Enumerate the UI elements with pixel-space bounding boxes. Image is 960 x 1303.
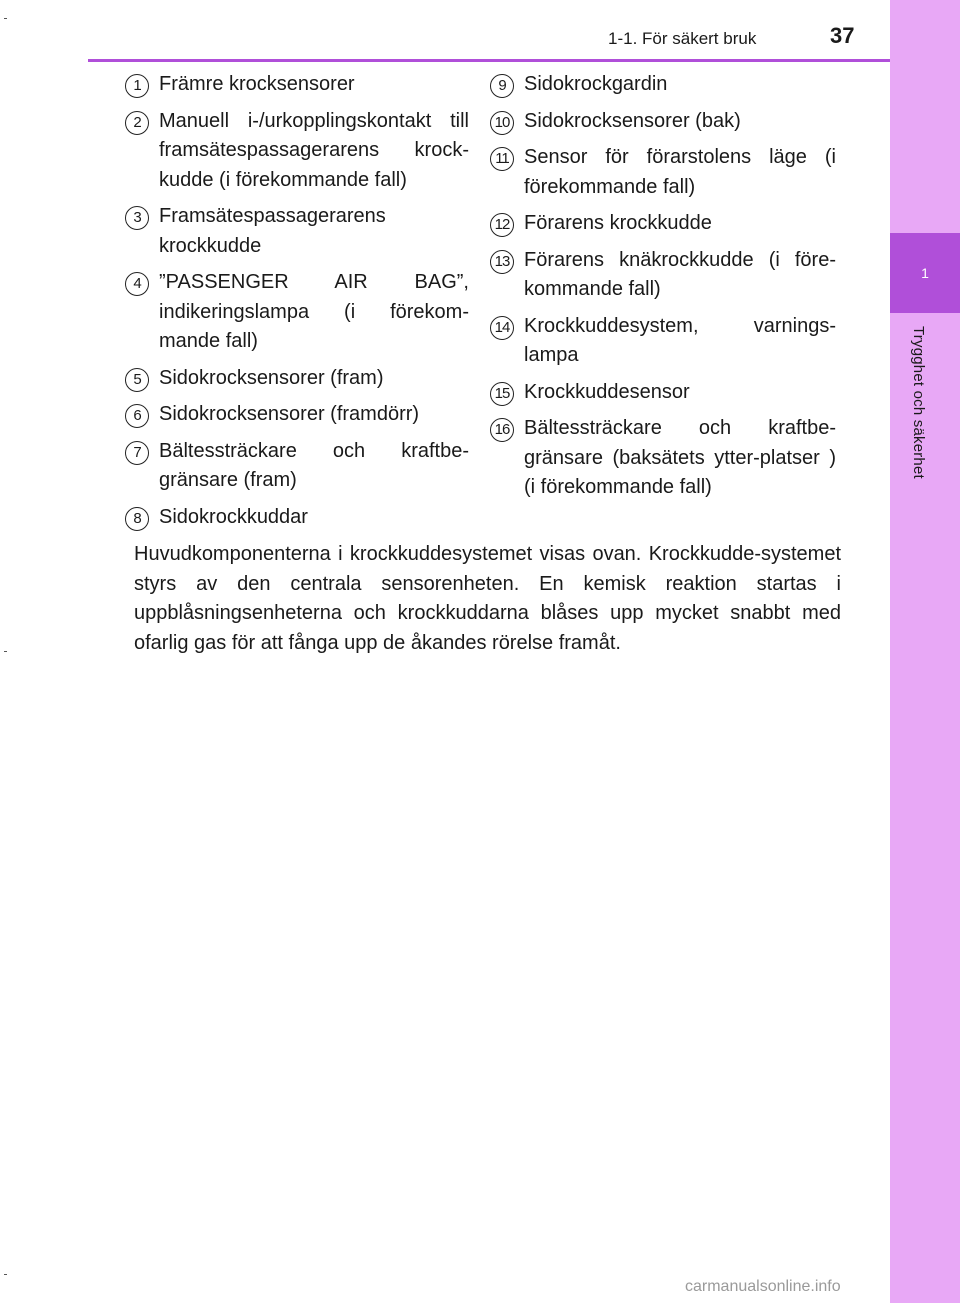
callout-number: 3: [125, 206, 149, 230]
legend-text: Bältessträckare och kraftbe-gränsare (fram): [159, 439, 469, 491]
chapter-sidebar: [890, 0, 960, 1303]
crop-mark: [4, 651, 7, 652]
legend-left-column: [125, 70, 469, 539]
callout-number: 11: [490, 147, 514, 171]
legend-text: Sensor för förarstolens läge (i förekommande fall): [524, 146, 836, 198]
callout-number: 2: [125, 111, 149, 135]
callout-number: 16: [490, 418, 514, 442]
legend-text: Bältessträckare och kraftbe-gränsare (baksätets ytter-platser ) (i förekommande fall): [524, 417, 836, 498]
legend-item: [125, 503, 469, 533]
legend-text: Sidokrockkuddar: [159, 505, 308, 528]
legend-text: ”PASSENGER AIR BAG”, indikeringslampa (i förekom-mande fall): [159, 271, 469, 352]
legend-text: Sidokrocksensorer (fram): [159, 366, 384, 389]
chapter-title: Trygghet och säkerhet: [910, 326, 927, 479]
crop-mark: [4, 1274, 7, 1275]
legend-text: Förarens krockkudde: [524, 212, 712, 234]
callout-number: 9: [490, 74, 514, 98]
legend-item: [490, 107, 836, 137]
callout-number: 12: [490, 213, 514, 237]
chapter-number-tab: [890, 233, 960, 313]
legend-item: [490, 414, 836, 503]
legend-item: [125, 70, 469, 100]
legend-item: [125, 437, 469, 496]
callout-number: 4: [125, 272, 149, 296]
legend-item: [125, 268, 469, 357]
legend-item: [125, 400, 469, 430]
legend-item: [490, 246, 836, 305]
legend-text: Sidokrocksensorer (bak): [524, 109, 741, 132]
body-paragraph: Huvudkomponenterna i krockkuddesystemet visas ovan. Krockkudde-systemet styrs av den centrala sensorenheten. En kemisk reaktion startas i uppblåsningsenheterna och krockkuddarna blåses upp mycket snabbt med ofarlig gas för att fånga upp de åkandes rörelse framåt.: [134, 543, 841, 654]
legend-text: Förarens knäkrockkudde (i före-kommande fall): [524, 248, 836, 300]
legend-text: Framsätespassagerarens krockkudde: [159, 205, 386, 257]
legend-right-column: [490, 70, 836, 510]
legend-item: [490, 70, 836, 100]
legend-text: Sidokrockgardin: [524, 73, 668, 95]
callout-number: 6: [125, 404, 149, 428]
legend-item: [490, 209, 836, 239]
legend-text: Krockkuddesystem, varnings-lampa: [524, 314, 836, 366]
legend-text: Sidokrocksensorer (framdörr): [159, 403, 420, 425]
legend-item: [490, 378, 836, 408]
legend-item: [125, 202, 469, 261]
callout-number: 15: [490, 382, 514, 406]
callout-number: 14: [490, 316, 514, 340]
page-number: 37: [830, 23, 855, 48]
crop-mark: [4, 18, 7, 19]
section-label: 1-1. För säkert bruk: [608, 29, 757, 48]
legend-item: [490, 312, 836, 371]
callout-number: 8: [125, 507, 149, 531]
legend-item: [490, 143, 836, 202]
watermark: carmanualsonline.info: [685, 1278, 841, 1295]
callout-number: 7: [125, 441, 149, 465]
callout-number: 1: [125, 74, 149, 98]
legend-text: Främre krocksensorer: [159, 73, 355, 95]
chapter-number: 1: [921, 265, 929, 281]
callout-number: 10: [490, 111, 514, 135]
legend-item: [125, 364, 469, 394]
legend-item: [125, 107, 469, 196]
callout-number: 5: [125, 368, 149, 392]
callout-number: 13: [490, 250, 514, 274]
header-rule: [88, 59, 890, 62]
legend-text: Manuell i-/urkopplingskontakt till framsätespassagerarens krock-kudde (i förekommande fall): [159, 109, 469, 191]
legend-text: Krockkuddesensor: [524, 380, 690, 403]
